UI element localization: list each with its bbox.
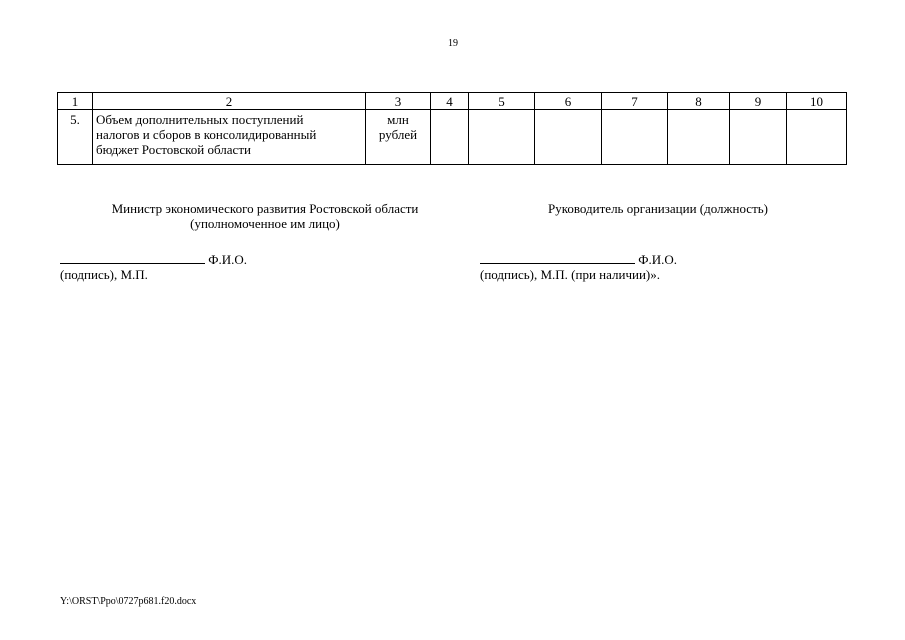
signature-blank-line	[480, 252, 635, 264]
left-signature-block	[60, 201, 470, 231]
right-sign-caption: (подпись), М.П. (при наличии)».	[480, 267, 660, 282]
right-signature-block	[478, 201, 838, 216]
description-line: Объем дополнительных поступлений	[96, 112, 304, 127]
row-number-cell: 5.	[58, 110, 93, 165]
description-line: налогов и сборов в консолидированный	[96, 127, 317, 142]
unit-line: млн	[387, 112, 409, 127]
value-cell	[469, 110, 535, 165]
right-signature-line	[480, 252, 677, 282]
value-cell	[668, 110, 730, 165]
column-number-header: 9	[730, 93, 787, 110]
signature-blank-line	[60, 252, 205, 264]
value-cell	[431, 110, 469, 165]
indicator-table	[57, 92, 847, 165]
column-number-header: 5	[469, 93, 535, 110]
column-number-header: 7	[602, 93, 668, 110]
column-number-header: 2	[93, 93, 366, 110]
value-cell	[787, 110, 847, 165]
right-signature-title: Руководитель организации (должность)	[547, 201, 769, 216]
left-signature-line	[60, 252, 247, 282]
left-signature-title: Министр экономического развития Ростовской области	[111, 201, 419, 216]
column-number-header: 3	[366, 93, 431, 110]
value-cell	[602, 110, 668, 165]
left-fio-label: Ф.И.О.	[208, 252, 248, 267]
column-number-header: 1	[58, 93, 93, 110]
page-number: 19	[448, 38, 458, 49]
left-signature-subtitle: (уполномоченное им лицо)	[190, 216, 340, 231]
row-description-cell	[93, 110, 366, 165]
left-sign-caption: (подпись), М.П.	[60, 267, 148, 282]
value-cell	[535, 110, 602, 165]
table-row	[58, 110, 847, 165]
right-fio-label: Ф.И.О.	[638, 252, 678, 267]
column-number-header: 8	[668, 93, 730, 110]
column-number-header: 6	[535, 93, 602, 110]
column-number-header: 10	[787, 93, 847, 110]
description-line: бюджет Ростовской области	[96, 142, 251, 157]
document-file-path: Y:\ORST\Ppo\0727p681.f20.docx	[60, 596, 197, 607]
value-cell	[730, 110, 787, 165]
table-header-row	[58, 93, 847, 110]
column-number-header: 4	[431, 93, 469, 110]
unit-line: рублей	[378, 127, 418, 142]
row-unit-cell	[366, 110, 431, 165]
